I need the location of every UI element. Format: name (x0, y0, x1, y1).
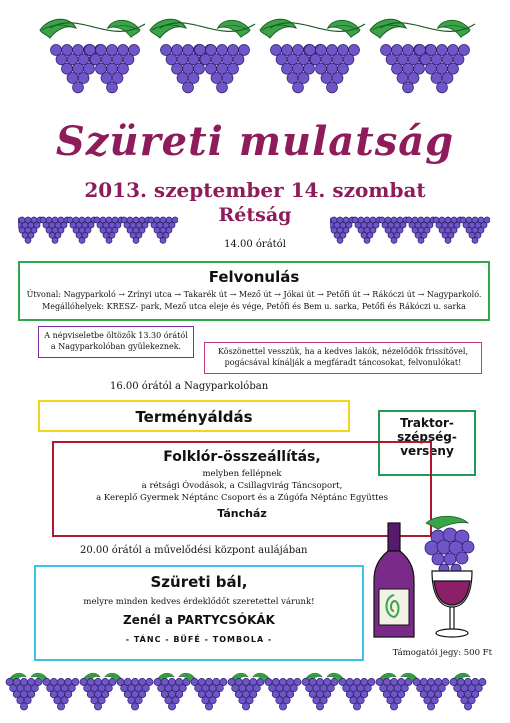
grape-bunch-icon (379, 217, 409, 243)
event-date: 2013. szeptember 14. szombat (84, 178, 426, 202)
ticket-price: Támogatói jegy: 500 Ft (392, 648, 492, 658)
grape-bunch-icon (352, 217, 382, 243)
costume-note-box (38, 326, 194, 358)
vine-leaf-icon (370, 19, 406, 38)
grape-bunch-icon (302, 678, 338, 710)
folklore-line-1: melyben fellépnek (202, 469, 282, 479)
grape-bunch-icon (80, 678, 116, 710)
parade-route: Útvonal: Nagyparkoló → Zrínyi utca → Takarék út → Mező út → Jókai út → Petőfi út → Rákóczi út → Nagyparkoló. (26, 290, 482, 299)
grape-bunch-icon (18, 217, 43, 243)
harvest-blessing-title: Terményáldás (135, 408, 253, 426)
parade-title: Felvonulás (208, 268, 300, 286)
grape-bunch-icon (460, 217, 490, 243)
ball-invite: melyre minden kedves érdeklődőt szeretettel várunk! (83, 597, 315, 607)
grape-border-bottom (0, 668, 510, 718)
grape-bunch-icon (40, 217, 70, 243)
ball-box (34, 565, 364, 661)
harvest-blessing-box (38, 400, 350, 432)
time-1400: 14.00 órától (224, 239, 286, 250)
grape-bunch-icon (376, 678, 412, 710)
grape-bunch-icon (433, 217, 463, 243)
ball-extras: - TÁNC - BÜFÉ - TOMBOLA - (125, 635, 273, 644)
wine-illustration (368, 515, 488, 643)
grape-bunch-icon (450, 678, 486, 710)
vine-leaf-icon (150, 19, 186, 38)
tractor-line-3: verseny (400, 444, 454, 458)
grape-decoration-left (18, 214, 178, 250)
grape-decoration-right (330, 214, 490, 250)
time-1600: 16.00 órától a Nagyparkolóban (110, 381, 269, 392)
grape-border-top (0, 0, 510, 110)
folklore-line-3: a Kereplő Gyermek Néptánc Csoport és a Zúgófa Néptánc Együttes (96, 493, 388, 503)
grape-bunch-icon (406, 217, 436, 243)
grape-bunch-icon (6, 678, 42, 710)
grape-bunch-icon (330, 217, 355, 243)
parade-box (18, 261, 490, 321)
thanks-note: Köszönettel vesszük, ha a kedves lakók, nézelődők frissítővel, pogácsával kínálják a megfáradt táncosokat, felvonulókat! (218, 347, 468, 367)
grape-bunch-icon (413, 678, 449, 710)
grape-bunch-icon (339, 678, 375, 710)
tractor-line-1: Traktor- (400, 416, 454, 430)
event-place: Rétság (218, 204, 292, 226)
grape-bunch-icon (228, 678, 264, 710)
folklore-dance: Táncház (217, 507, 267, 520)
grape-bunch-icon (148, 217, 178, 243)
ball-music: Zenél a PARTYCSÓKÁK (123, 613, 275, 627)
parade-stops: Megállóhelyek: KRESZ- park, Mező utca eleje és vége, Petőfi és Bem u. sarka, Petőfi és Rákóczi u. sarka (42, 302, 466, 311)
vine-leaf-icon (40, 19, 76, 38)
tractor-line-2: szépség- (397, 430, 457, 444)
grape-bunch-icon (43, 678, 79, 710)
grape-bunch-icon (117, 678, 153, 710)
page-title: Szüreti mulatság (55, 118, 455, 165)
thanks-note-box (204, 342, 482, 374)
vine-leaf-icon (260, 19, 296, 38)
grape-bunch-icon (154, 678, 190, 710)
grape-bunch-icon (121, 217, 151, 243)
grape-bunch-icon (191, 678, 227, 710)
ball-title: Szüreti bál, (150, 573, 248, 591)
grape-bunch-icon (67, 217, 97, 243)
folklore-line-2: a rétsági Óvodások, a Csillagvirág Táncsoport, (141, 481, 343, 491)
costume-note: A népviseletbe öltözők 13.30 órától a Nagyparkolóban gyülekeznek. (44, 331, 188, 351)
grape-bunch-icon (265, 678, 301, 710)
time-2000: 20.00 órától a művelődési központ aulájában (80, 545, 308, 556)
grape-bunch-icon (94, 217, 124, 243)
folklore-title: Folklór-összeállítás, (163, 449, 321, 465)
